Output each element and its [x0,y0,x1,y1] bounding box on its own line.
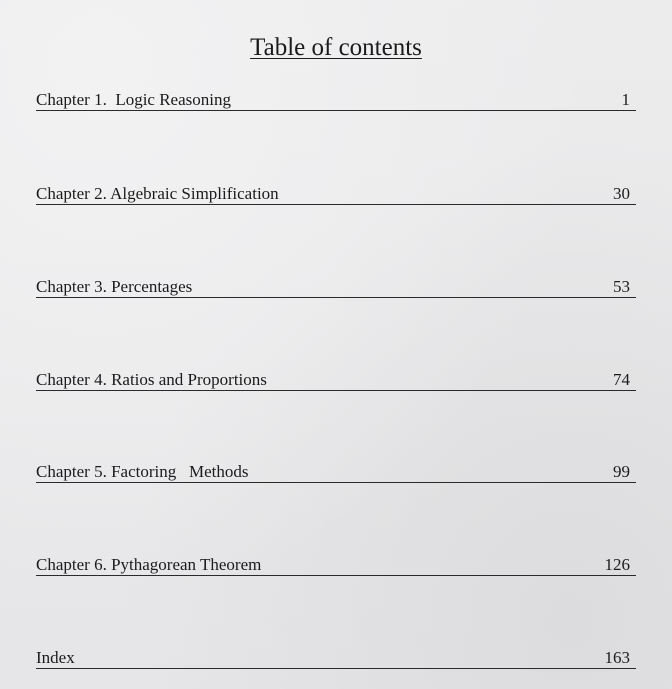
toc-entry-label: Chapter 4. Ratios and Proportions [36,370,267,389]
toc-entry-page: 126 [604,555,630,574]
toc-entry-label: Chapter 5. Factoring Methods [36,462,249,481]
toc-entry-label: Chapter 2. Algebraic Simplification [36,184,279,203]
toc-entry-page: 99 [613,462,630,481]
toc-entry-chapter-2 [36,182,636,205]
toc-entry-label: Chapter 1. Logic Reasoning [36,90,231,109]
toc-entry-label: Chapter 6. Pythagorean Theorem [36,555,262,574]
toc-entry-page: 53 [613,277,630,296]
toc-entry-label: Index [36,648,75,667]
toc-entry-page: 74 [613,370,630,389]
toc-entry-chapter-1 [36,88,636,111]
page-title: Table of contents [250,34,422,61]
toc-entry-page: 1 [621,90,630,109]
toc-entry-label: Chapter 3. Percentages [36,277,193,296]
toc-entry-page: 163 [604,648,630,667]
toc-entry-index [36,646,636,669]
toc-entry-chapter-5 [36,460,636,483]
toc-entry-chapter-3 [36,275,636,298]
toc-entry-chapter-4 [36,368,636,391]
toc-entry-chapter-6 [36,553,636,576]
toc-entry-page: 30 [613,184,630,203]
